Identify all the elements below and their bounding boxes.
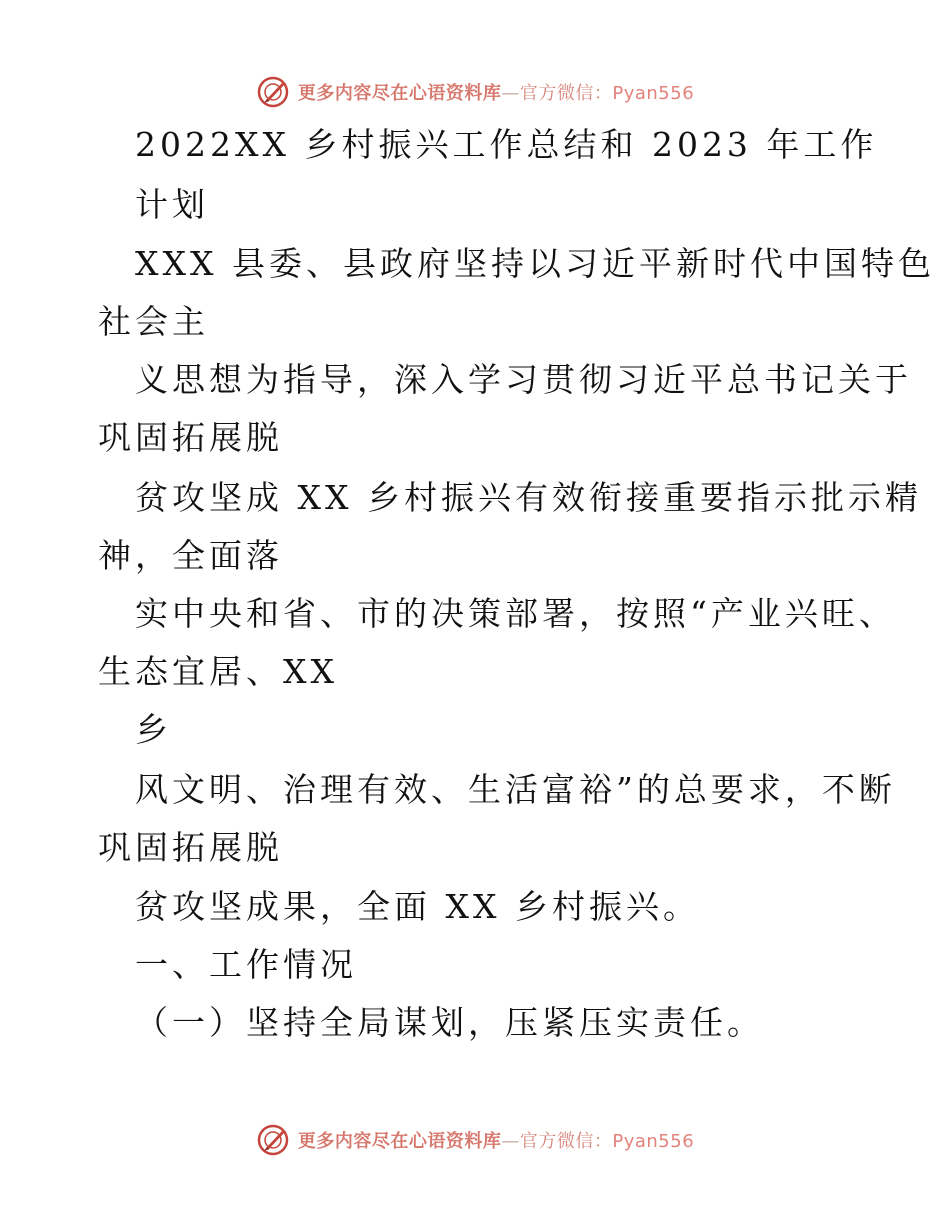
watermark-separator: —	[501, 83, 520, 104]
paragraph-line: 社会主	[98, 302, 209, 341]
paragraph-line: 义思想为指导，深入学习贯彻习近平总书记关于	[135, 360, 912, 399]
paragraph-line: 巩固拓展脱	[98, 828, 283, 867]
watermark-brand: 更多内容尽在心语资料库	[297, 1131, 502, 1152]
paragraph-line: 神，全面落	[98, 536, 283, 575]
watermark-suffix: 官方微信：	[519, 83, 613, 104]
paragraph-line: 巩固拓展脱	[98, 418, 283, 457]
watermark-wechat-id: Pyan556	[612, 83, 695, 104]
watermark-wechat-id: Pyan556	[612, 1131, 695, 1152]
section-heading: 一、工作情况	[135, 945, 357, 984]
doc-title-line-1: 2022XX 乡村振兴工作总结和 2023 年工作	[135, 125, 878, 164]
logo-icon	[256, 1123, 290, 1157]
doc-title-line-2: 计划	[135, 185, 209, 224]
paragraph-line: 风文明、治理有效、生活富裕”的总要求，不断	[135, 770, 896, 809]
paragraph-line: 乡	[135, 710, 172, 749]
paragraph-line: 贫攻坚成果，全面 XX 乡村振兴。	[135, 887, 700, 926]
watermark-suffix: 官方微信：	[519, 1131, 613, 1152]
subsection-heading: （一）坚持全局谋划，压紧压实责任。	[135, 1003, 764, 1042]
paragraph-line: 生态宜居、XX	[98, 652, 338, 691]
paragraph-line: 贫攻坚成 XX 乡村振兴有效衔接重要指示批示精	[135, 478, 922, 517]
watermark-brand: 更多内容尽在心语资料库	[297, 83, 502, 104]
watermark-separator: —	[501, 1131, 520, 1152]
paragraph-line: XXX 县委、县政府坚持以习近平新时代中国特色	[135, 244, 935, 283]
watermark-text	[298, 1127, 694, 1153]
footer-watermark	[0, 1120, 950, 1160]
paragraph-line: 实中央和省、市的决策部署，按照“产业兴旺、	[135, 594, 896, 633]
